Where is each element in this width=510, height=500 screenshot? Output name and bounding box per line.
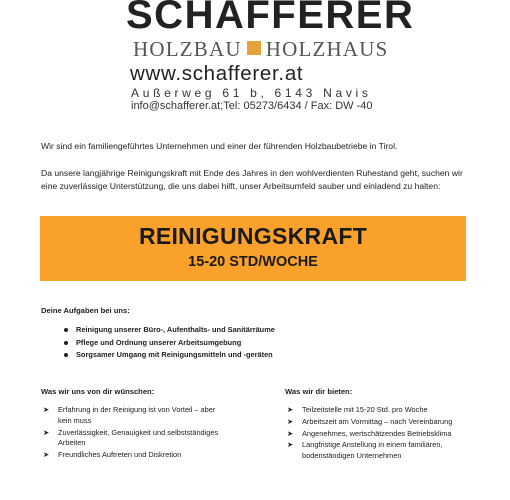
arrow-bullet-icon: ➤ bbox=[43, 405, 50, 414]
list-item: ➤ Langfristige Anstellung in einem familiären, bodenständigen Unternehmen bbox=[287, 440, 443, 461]
arrow-bullet-icon: ➤ bbox=[287, 440, 294, 450]
arrow-bullet-icon: ➤ bbox=[287, 428, 294, 438]
company-tagline bbox=[133, 37, 389, 61]
list-item: ➤ Arbeitszeit am Vormittag – nach Vereinbarung bbox=[287, 416, 453, 426]
job-title: REINIGUNGSKRAFT bbox=[138, 223, 368, 249]
wishes-heading: Was wir uns von dir wünschen: bbox=[41, 387, 155, 396]
company-contact[interactable]: info@schafferer.at;Tel: 05273/6434 / Fax: DW -40 bbox=[131, 100, 373, 112]
company-logo-text: SCHAFFERER bbox=[126, 0, 415, 37]
company-website[interactable]: www.schafferer.at bbox=[130, 62, 304, 85]
offers-list bbox=[287, 405, 487, 463]
job-title-banner bbox=[40, 216, 466, 281]
tagline-holzbau: HOLZBAU bbox=[133, 37, 242, 61]
tasks-heading: Deine Aufgaben bei uns: bbox=[41, 306, 130, 315]
list-item: Sorgsamer Umgang mit Reinigungsmitteln und -geräten bbox=[62, 349, 392, 362]
offers-heading: Was wir dir bieten: bbox=[285, 387, 353, 396]
arrow-bullet-icon: ➤ bbox=[43, 450, 50, 460]
arrow-bullet-icon: ➤ bbox=[43, 427, 50, 437]
wishes-list bbox=[43, 405, 223, 462]
list-item: ➤ Teilzeitstelle mit 15-20 Std. pro Woche bbox=[287, 405, 428, 414]
list-item: ➤ Angenehmes, wertschätzendes Betriebsklima bbox=[287, 428, 452, 438]
list-item: ➤ Erfahrung in der Reinigung ist von Vorteil – aber kein muss bbox=[43, 405, 216, 425]
arrow-bullet-icon: ➤ bbox=[287, 405, 294, 414]
tagline-holzhaus: HOLZHAUS bbox=[265, 37, 389, 61]
list-item: ➤ Freundliches Auftreten und Diskretion bbox=[43, 450, 182, 460]
tasks-list bbox=[62, 324, 392, 362]
intro-paragraph-1: Wir sind ein familiengeführtes Unternehmen und einer der führenden Holzbaubetriebe in Tirol. bbox=[41, 141, 398, 151]
list-item: ➤ Zuverlässigkeit, Genauigkeit und selbstständiges Arbeiten bbox=[43, 427, 219, 448]
bullet-icon bbox=[64, 353, 68, 357]
intro-paragraph-2: Da unsere langjährige Reinigungskraft mit Ende des Jahres in den wohlverdienten Ruhestand geht, suchen wir eine zuverlässige Unterstützung, die uns dabei hilft, unser Arbeitsumfeld sauber und einladend zu halten: bbox=[41, 168, 463, 192]
letterhead bbox=[0, 0, 510, 118]
bullet-icon bbox=[64, 341, 68, 345]
orange-square-icon bbox=[247, 41, 261, 55]
list-item: Pflege und Ordnung unserer Arbeitsumgebung bbox=[62, 337, 392, 350]
arrow-bullet-icon: ➤ bbox=[287, 416, 294, 426]
list-item: Reinigung unserer Büro-, Aufenthalts- und Sanitärräume bbox=[62, 324, 392, 337]
company-address: Außerweg 61 b, 6143 Navis bbox=[131, 86, 372, 100]
job-hours: 15-20 STD/WOCHE bbox=[188, 254, 318, 270]
bullet-icon bbox=[64, 328, 68, 332]
